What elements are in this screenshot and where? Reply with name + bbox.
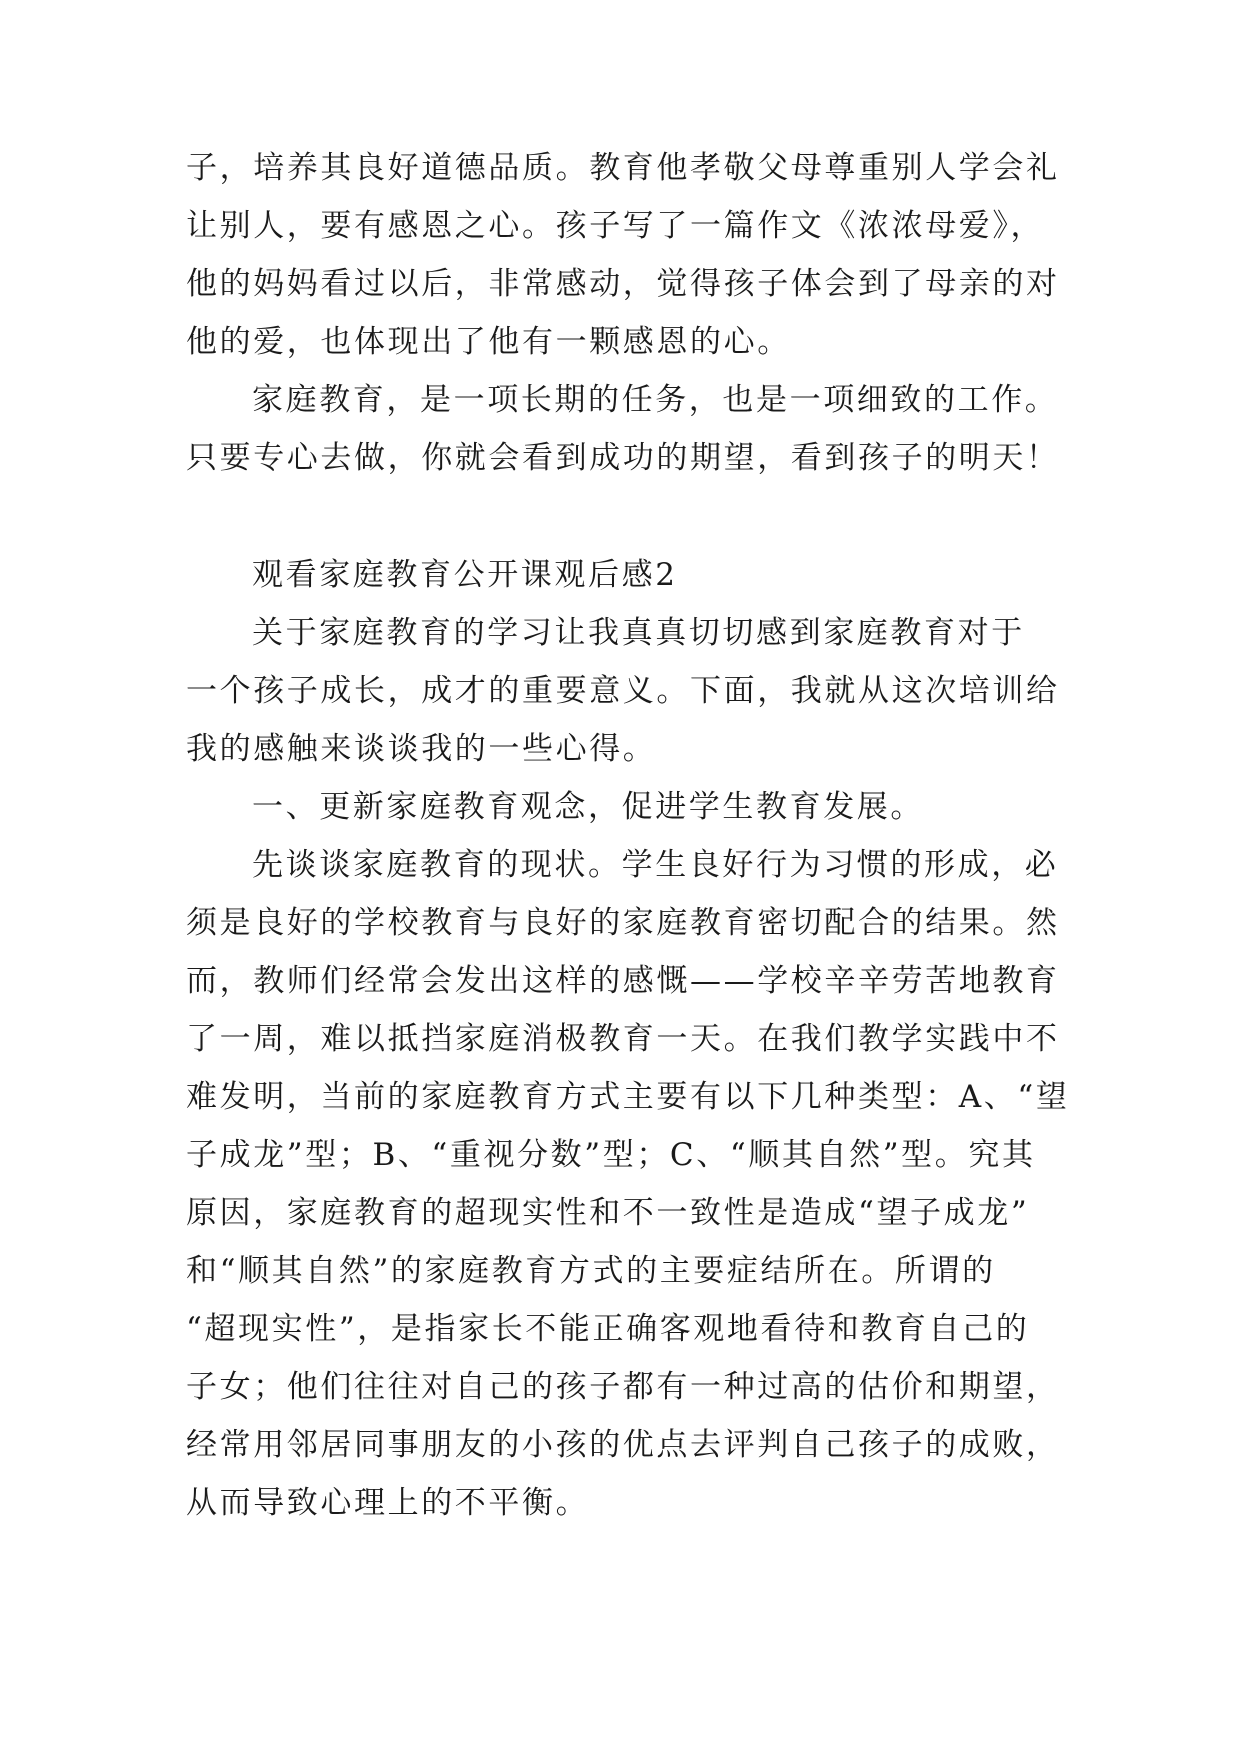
paragraph-line: 只要专心去做，你就会看到成功的期望，看到孩子的明天！ xyxy=(186,440,1060,476)
paragraph-line: 我的感触来谈谈我的一些心得。 xyxy=(186,731,657,767)
paragraph-line: “超现实性”，是指家长不能正确客观地看待和教育自己的 xyxy=(186,1311,1030,1347)
paragraph-line: 难发明，当前的家庭教育方式主要有以下几种类型：A、“望 xyxy=(186,1079,1070,1115)
paragraph-line: 让别人，要有感恩之心。孩子写了一篇作文《浓浓母爱》， xyxy=(186,208,1045,244)
paragraph-line: 了一周，难以抵挡家庭消极教育一天。在我们教学实践中不 xyxy=(186,1021,1060,1057)
subheading-line: 一、更新家庭教育观念，促进学生教育发展。 xyxy=(252,789,924,825)
paragraph-line: 和“顺其自然”的家庭教育方式的主要症结所在。所谓的 xyxy=(186,1253,996,1289)
paragraph-line: 原因，家庭教育的超现实性和不一致性是造成“望子成龙” xyxy=(186,1195,1030,1231)
paragraph-line: 一个孩子成长，成才的重要意义。下面，我就从这次培训给 xyxy=(186,673,1060,709)
paragraph-line: 须是良好的学校教育与良好的家庭教育密切配合的结果。然 xyxy=(186,905,1060,941)
paragraph-line: 子成龙”型；B、“重视分数”型；C、“顺其自然”型。究其 xyxy=(186,1137,1036,1173)
paragraph-line: 子，培养其良好道德品质。教育他孝敬父母尊重别人学会礼 xyxy=(186,150,1060,186)
section-title: 观看家庭教育公开课观后感2 xyxy=(252,557,678,593)
paragraph-line: 他的妈妈看过以后，非常感动，觉得孩子体会到了母亲的对 xyxy=(186,266,1060,302)
paragraph-line: 他的爱，也体现出了他有一颗感恩的心。 xyxy=(186,324,791,360)
paragraph-line: 从而导致心理上的不平衡。 xyxy=(186,1485,590,1521)
paragraph-line: 先谈谈家庭教育的现状。学生良好行为习惯的形成，必 xyxy=(252,847,1059,883)
paragraph-line: 子女；他们往往对自己的孩子都有一种过高的估价和期望， xyxy=(186,1369,1060,1405)
paragraph-line: 家庭教育，是一项长期的任务，也是一项细致的工作。 xyxy=(252,382,1059,418)
paragraph-line: 经常用邻居同事朋友的小孩的优点去评判自己孩子的成败， xyxy=(186,1427,1060,1463)
paragraph-line: 而，教师们经常会发出这样的感慨——学校辛辛劳苦地教育 xyxy=(186,963,1060,999)
paragraph-line: 关于家庭教育的学习让我真真切切感到家庭教育对于 xyxy=(252,615,1025,651)
